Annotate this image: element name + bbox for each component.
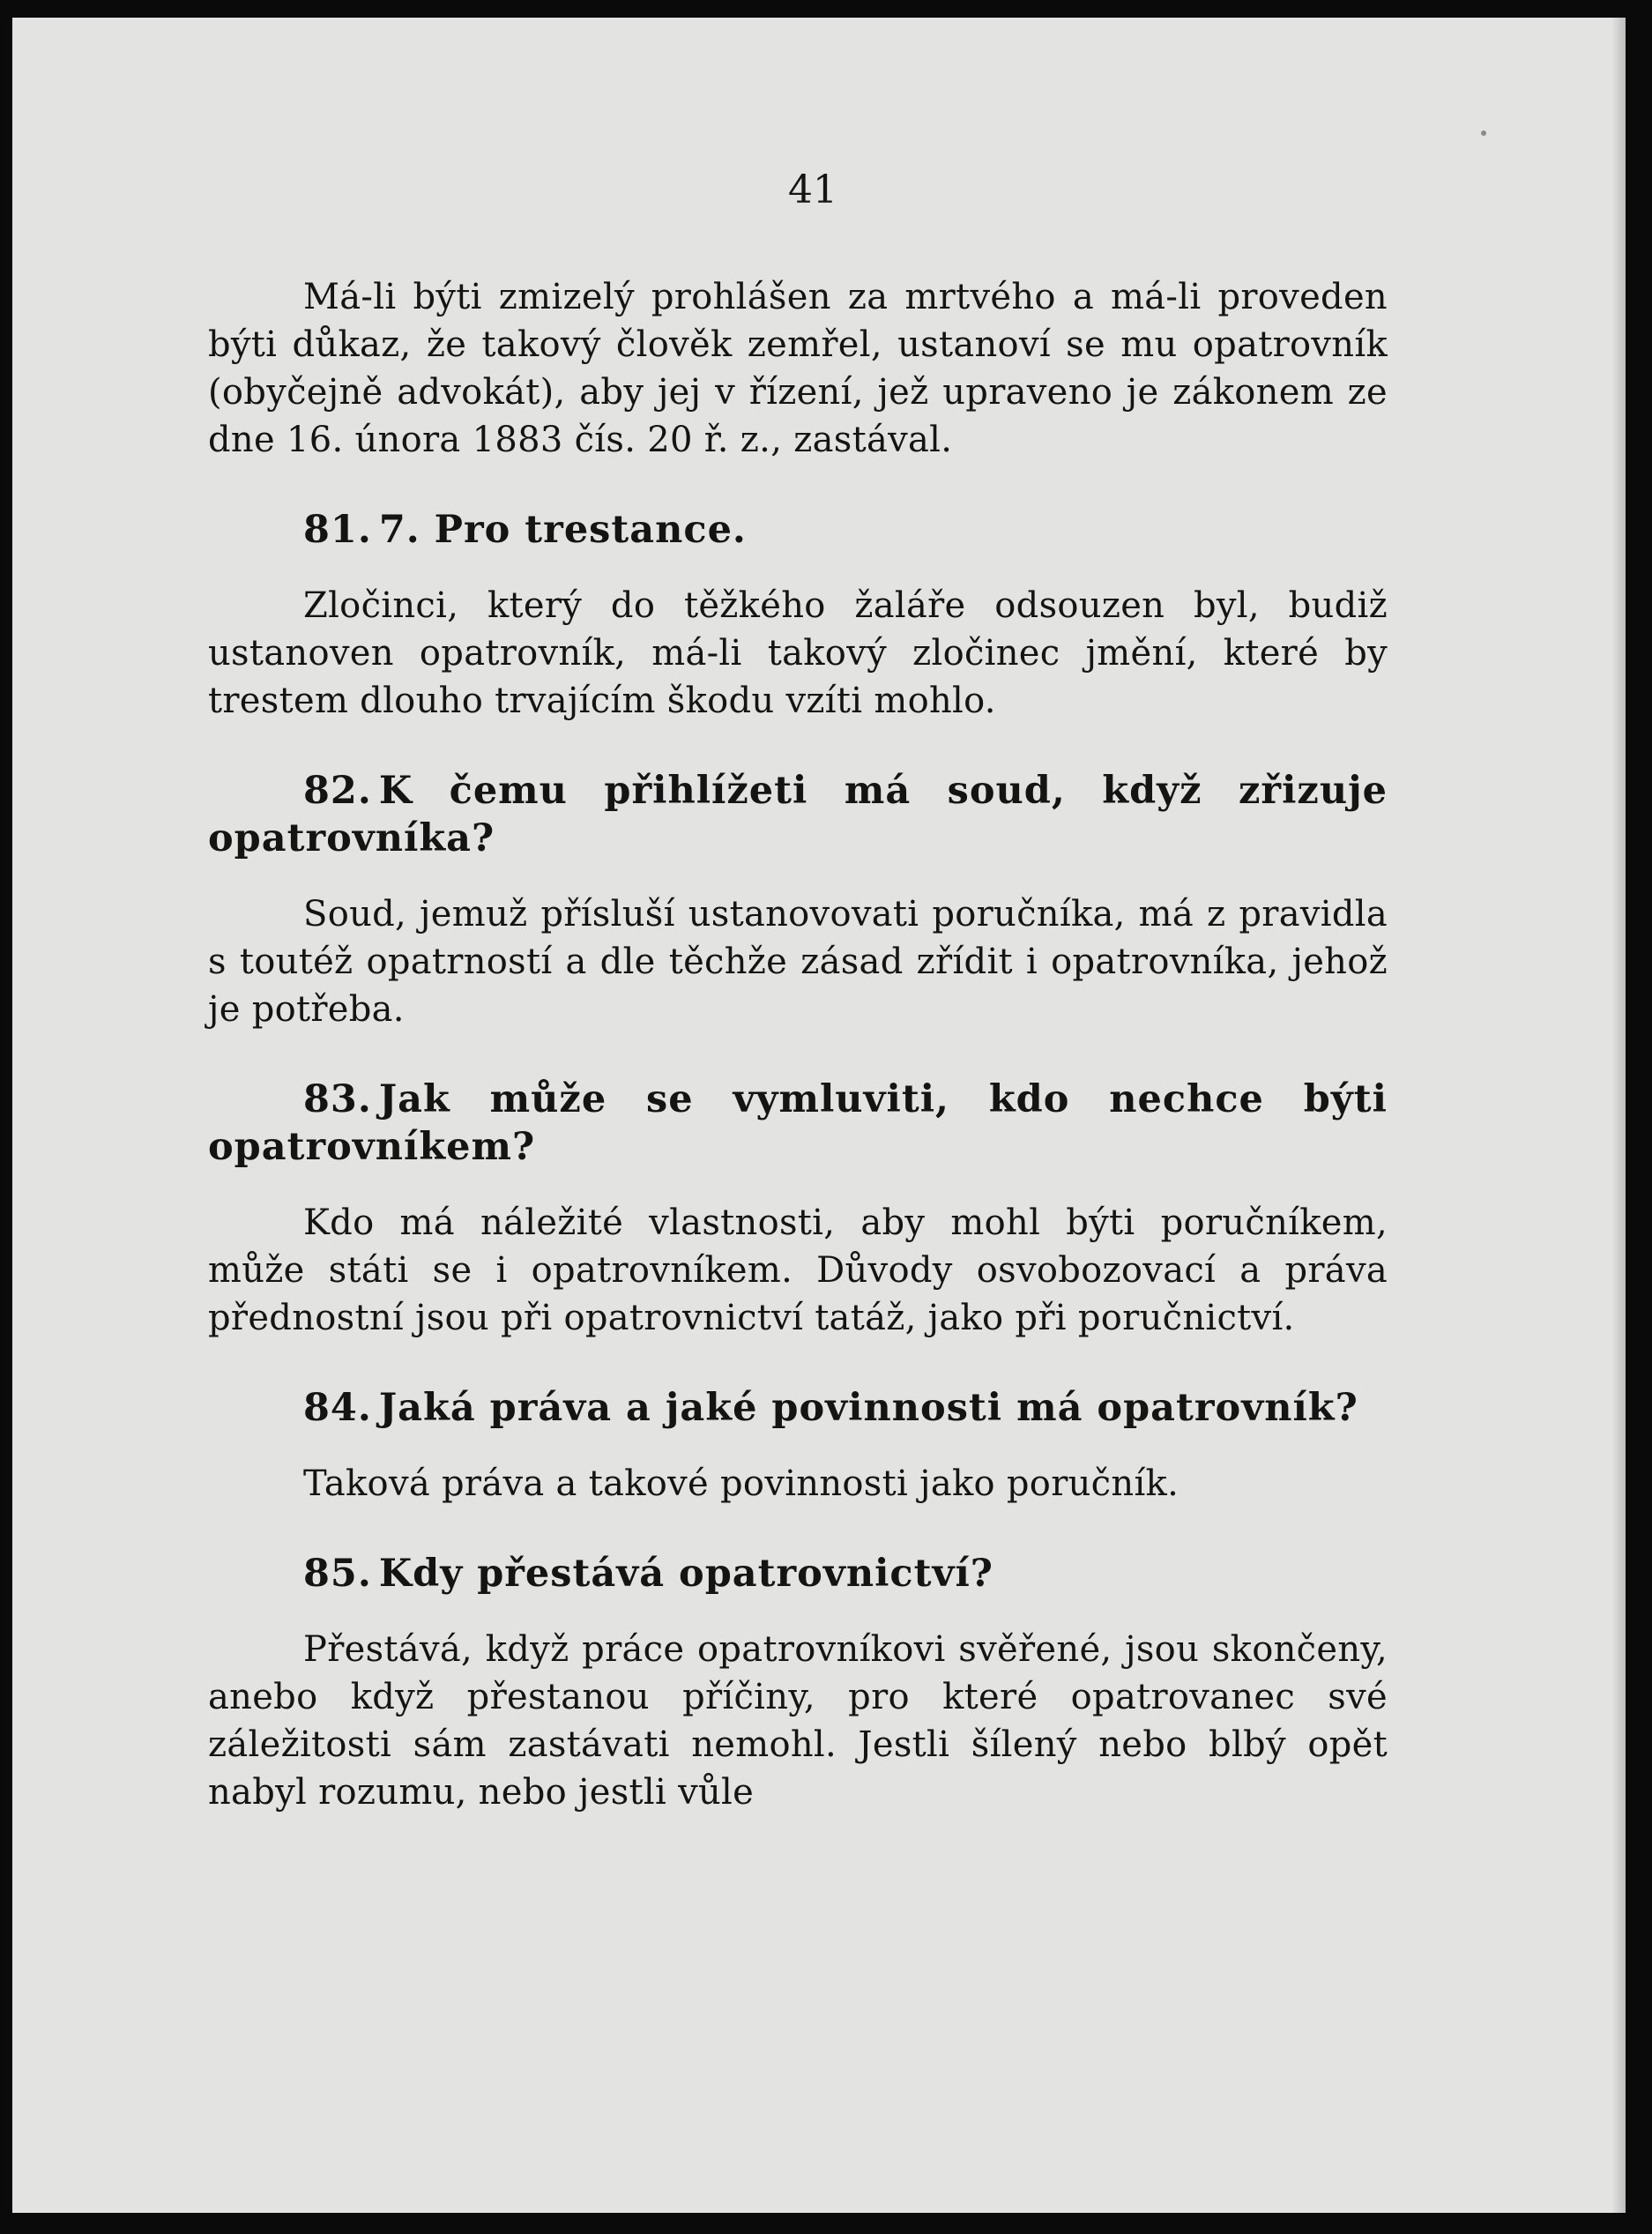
question-text: Jak může se vymluviti, kdo nechce býti opatrovníkem? xyxy=(208,1077,1388,1169)
question-number: 85. xyxy=(303,1552,372,1596)
paragraph: Kdo má náležité vlastnosti, aby mohl býti poručníkem, může státi se i opatrovníkem. Důvody osvobozovací a práva přednostní jsou při opatrovnictví tatáž, jako při poručnictví. xyxy=(208,1203,1388,1338)
question-heading xyxy=(208,1384,1388,1432)
question-heading xyxy=(208,1550,1388,1597)
paragraph: Soud, jemuž přísluší ustanovovati poručníka, má z pravidla s toutéž opatrností a dle těchže zásad zřídit i opatrovníka, jehož je potřeba. xyxy=(208,894,1388,1030)
question-number: 82. xyxy=(303,769,372,813)
question-heading xyxy=(208,767,1388,862)
question-text: K čemu přihlížeti má soud, když zřizuje opatrovníka? xyxy=(208,769,1388,860)
paragraph: Zločinci, který do těžkého žaláře odsouzen byl, budiž ustanoven opatrovník, má-li takový zločinec jmění, které by trestem dlouho trvajícím škodu vzíti mohlo. xyxy=(208,585,1388,721)
paragraph: Taková práva a takové povinnosti jako poručník. xyxy=(303,1463,1179,1504)
question-heading xyxy=(208,506,1388,554)
question-text: 7. Pro trestance. xyxy=(378,508,747,552)
question-heading xyxy=(208,1076,1388,1171)
question-number: 84. xyxy=(303,1386,372,1430)
question-number: 83. xyxy=(303,1077,372,1121)
page-number: 41 xyxy=(788,168,837,212)
text-block xyxy=(208,273,1388,1858)
paper-sheet xyxy=(12,18,1626,2213)
question-number: 81. xyxy=(303,508,372,552)
paper-speck xyxy=(1481,130,1486,136)
paragraph: Přestává, když práce opatrovníkovi svěřené, jsou skončeny, anebo když přestanou příčiny, pro které opatrovanec své záležitosti sám zastávati nemohl. Jestli šílený nebo blbý opět nabyl rozumu, nebo jestli vůle xyxy=(208,1629,1388,1813)
binding-shadow xyxy=(1611,18,1626,2213)
question-text: Kdy přestává opatrovnictví? xyxy=(378,1552,993,1596)
question-text: Jaká práva a jaké povinnosti má opatrovník? xyxy=(378,1386,1358,1430)
paragraph: Má-li býti zmizelý prohlášen za mrtvého a má-li proveden býti důkaz, že takový člověk zemřel, ustanoví se mu opatrovník (obyčejně advokát), aby jej v řízení, jež upraveno je zákonem ze dne 16. února 1883 čís. 20 ř. z., zastával. xyxy=(208,277,1388,460)
